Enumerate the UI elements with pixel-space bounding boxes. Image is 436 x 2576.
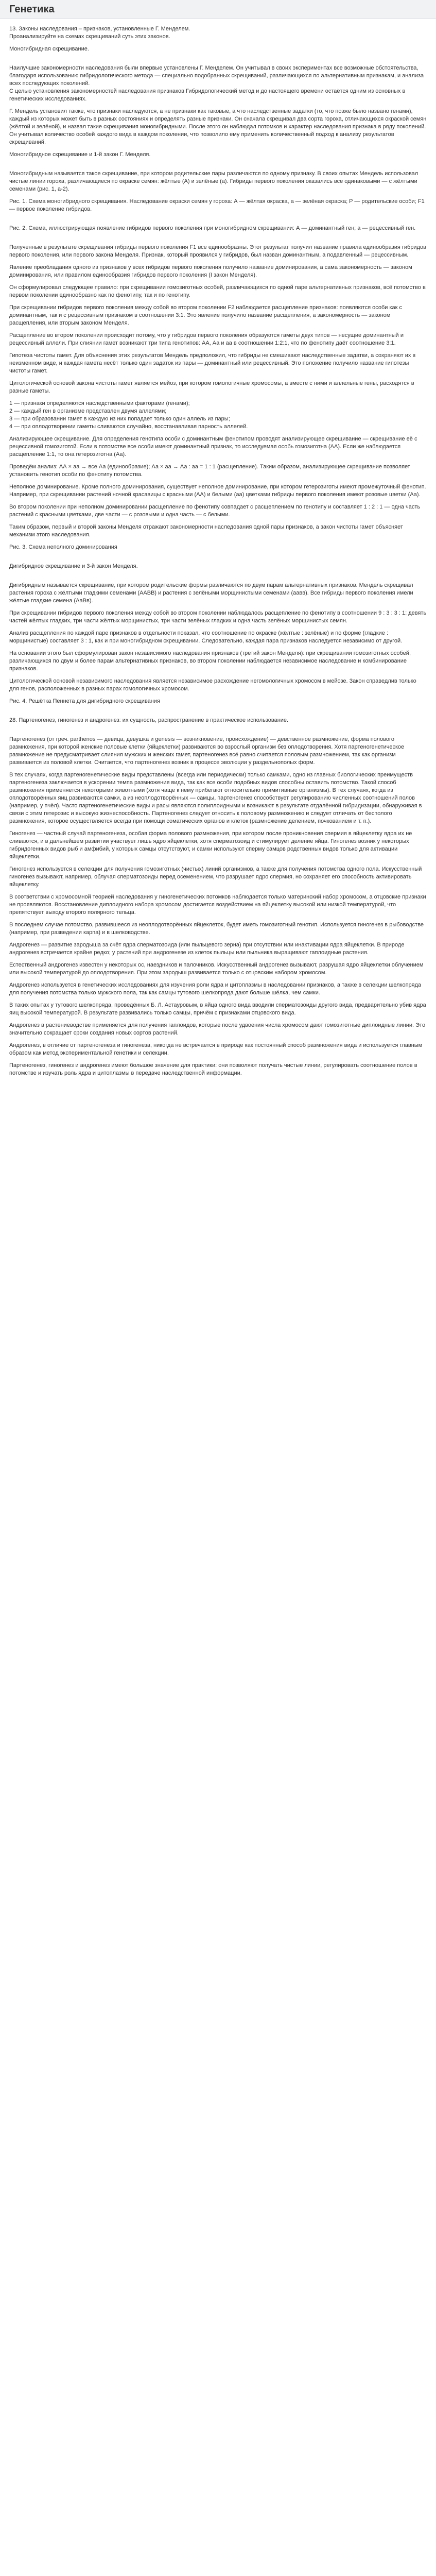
numbered-list: 1 — признаки определяются наследственными факторами (генами); 2 — каждый ген в организме представлен двумя аллелями; 3 — при образовании гамет в каждую из них попадает только один аллель из пары; 4 — при оплодотворении гаметы сливаются случайно, восстанавливая парность аллелей. [9, 400, 248, 430]
paragraph: Гипотеза чистоты гамет. Для объяснения этих результатов Мендель предположил, что гибриды не смешивают наследственные задатки, а сохраняют их в неизменном виде, и каждая гамета несёт только один задаток из пары — доминантный или рецессивный. Это положение получило название гипотезы чистоты гамет. [9, 352, 416, 374]
paragraph: Дигибридным называется скрещивание, при котором родительские формы различаются по двум парам альтернативных признаков. Мендель скрещивал растения гороха с жёлтыми гладкими семенами (ААВВ) и растения с зелёными морщинистыми семенами (аавв). Все гибриды первого поколения имели жёлтые гладкие семена (АаВв). [9, 582, 413, 604]
paragraph: Явление преобладания одного из признаков у всех гибридов первого поколения получило название доминирования, а сама закономерность — законом доминирования, или правилом единообразия гибридов первого поколения (I закон Менделя). [9, 264, 412, 278]
paragraph: Проведём анализ: АА × аа → все Аа (единообразие); Аа × аа → Аа : аа = 1 : 1 (расщепление). Таким образом, анализирующее скрещивание позволяет установить генотип особи по фенотипу потомства. [9, 464, 410, 478]
paragraph: Партеногенез (от греч. parthenos — девица, девушка и genesis — возникновение, происхождение) — девственное размножение, форма полового размножения, при которой женские половые клетки (яйцеклетки) развиваются во взрослый организм без оплодотворения. Хотя партеногенетическое размножение не предусматривает слияния мужских и женских гамет, партеногенез всё равно считается половым размножением, так как организм развивается из половой клетки. Считается, что партеногенез возник в процессе эволюции у раздельнополых форм. [9, 736, 405, 766]
question-heading: 28. Партеногенез, гиногенез и андрогенез: их сущность, распространение в практическое использование. [9, 717, 289, 723]
paragraph: Андрогенез в растениеводстве применяется для получения гаплоидов, которые после удвоения числа хромосом дают гомозиготные диплоидные линии. Это значительно сокращает сроки создания новых сортов растений. [9, 1022, 426, 1036]
paragraph: Наилучшие закономерности наследования были впервые установлены Г. Менделем. Он учитывал в своих экспериментах все возможные обстоятельства, благодаря использованию гибридологического метода — специально подобранных скрещиваний, различающихся по альтернативным признакам, и анализа всех последующих поколений. С целью установления закономерностей наследования признаков Гибридологический метод и до настоящего времени остаётся одним из основных в генетических исследованиях. [9, 65, 424, 102]
paragraph: В таких опытах у тутового шелкопряда, проведённых Б. Л. Астауровым, в яйца одного вида вводили сперматозоиды другого вида, предварительно убив ядра яиц высокой температурой. В результате развивались только самцы, причём с признаками отцовского вида. [9, 1002, 426, 1016]
paragraph: Андрогенез — развитие зародыша за счёт ядра сперматозоида (или пыльцевого зерна) при отсутствии или инактивации ядра яйцеклетки. В природе андрогенез встречается крайне редко; у растений при андрогенезе из клеток пыльцы или пыльника выращивают гаплоидные растения. [9, 942, 405, 956]
section-heading: Моногибридное скрещивание и 1-й закон Г. Менделя. [9, 151, 151, 158]
paragraph: Цитологической основой независимого наследования является независимое расхождение негомологичных хромосом в мейозе. Закон справедлив только для генов, расположенных в разных парах гомологичных хромосом. [9, 678, 416, 692]
paragraph: Естественный андрогенез известен у некоторых ос, наездников и палочников. Искусственный андрогенез вызывают, разрушая ядро яйцеклетки облучением или высокой температурой до оплодотворения. При этом зародыш развивается только с отцовским набором хромосом. [9, 962, 424, 976]
paragraph: Гиногенез — частный случай партеногенеза, особая форма полового размножения, при котором после проникновения спермия в яйцеклетку ядра их не сливаются, и в дальнейшем развитии участвует лишь ядро яйцеклетки, хотя сперматозоид и стимулирует деление яйца. Гиногенез возник у некоторых гибридогенных видов рыб и амфибий, у которых самцы отсутствуют, и самки используют сперму самцов родственных видов только для активации яйцеклетки. [9, 831, 412, 860]
paragraph: Полученные в результате скрещивания гибриды первого поколения F1 все единообразны. Этот результат получил название правила единообразия гибридов первого поколения, или первого закона Менделя. Признак, который проявился у гибридов, был назван доминантным, а подавленный — рецессивным. [9, 244, 426, 258]
paragraph: Анализирующее скрещивание. Для определения генотипа особи с доминантным фенотипом проводят анализирующее скрещивание — скрещивание её с рецессивной гомозиготой. Если в потомстве все особи имеют доминантный признак, то исследуемая особь гомозиготна (АА). Если же наблюдается расщепление 1:1, то она гетерозиготна (Аа). [9, 436, 417, 457]
paragraph: Г. Мендель установил также, что признаки наследуются, а не признаки как таковые, а что наследственные задатки (то, что позже было названо генами), каждый из которых может быть в разных состояниях и определять разные признаки. Он сначала скрещивал два сорта гороха, отличающихся окраской семян (жёлтой и зелёной), и назвал такие скрещивания моногибридными. После этого он наблюдал потомков и характер наследования признака в ряду поколений. Он учитывал количество особей каждого вида в каждом поколении, что позволило ему применить количественный подход к анализу результатов скрещиваний. [9, 108, 427, 145]
paragraph: В последнем случае потомство, развившееся из неоплодотворённых яйцеклеток, будет иметь гомозиготный генотип. Используется гиногенез в рыбоводстве (например, при разведении карпа) и в шелководстве. [9, 922, 424, 936]
paragraph: На основании этого был сформулирован закон независимого наследования признаков (третий закон Менделя): при скрещивании гомозиготных особей, различающихся по двум и более парам альтернативных признаков, во втором поколении наблюдается независимое наследование и комбинирование признаков. [9, 650, 411, 672]
paragraph: Партеногенез, гиногенез и андрогенез имеют большое значение для практики: они позволяют получать чистые линии, регулировать соотношение полов в потомстве и изучать роль ядра и цитоплазмы в передаче наследственной информации. [9, 1062, 417, 1076]
page-header [0, 0, 436, 19]
figure-caption: Рис. 3. Схема неполного доминирования [9, 544, 117, 550]
question-heading: 13. Законы наследования – признаков, установленные Г. Менделем. Проанализируйте на схемах скрещиваний суть этих законов. [9, 26, 190, 40]
page-title: Генетика [9, 3, 55, 15]
paragraph: Гиногенез используется в селекции для получения гомозиготных (чистых) линий организмов, а также для получения потомства одного пола. Искусственный гиногенез вызывают, например, облучая сперматозоиды перед осеменением, что разрушает ядро спермия, но сохраняет его способность активировать яйцеклетку. [9, 866, 422, 888]
paragraph: Цитологической основой закона чистоты гамет является мейоз, при котором гомологичные хромосомы, а вместе с ними и аллельные гены, расходятся в разные гаметы. [9, 380, 414, 394]
paragraph: Расщепление во втором поколении происходит потому, что у гибридов первого поколения образуются гаметы двух типов — несущие доминантный и рецессивный аллели. При слиянии гамет возникают три типа генотипов: АА, Аа и аа в соотношении 1:2:1, что по фенотипу даёт соотношение 3:1. [9, 332, 404, 346]
paragraph: В соответствии с хромосомной теорией наследования у гиногенетических потомков наблюдается только материнский набор хромосом, а отцовские признаки не проявляются. Восстановление диплоидного набора хромосом достигается воздействием на яйцеклетку высокой или низкой температурой, что препятствует выходу второго полярного тельца. [9, 894, 426, 916]
paragraph: Анализ расщепления по каждой паре признаков в отдельности показал, что соотношение по окраске (жёлтые : зелёные) и по форме (гладкие : морщинистые) составляет 3 : 1, как и при моногибридном скрещивании. Следовательно, каждая пара признаков наследуется независимо от другой. [9, 630, 403, 644]
paragraph: Таким образом, первый и второй законы Менделя отражают закономерности наследования одной пары признаков, а закон чистоты гамет объясняет механизм этого наследования. [9, 524, 403, 538]
paragraph: При скрещивании гибридов первого поколения между собой во втором поколении наблюдалось расщепление по фенотипу в соотношении 9 : 3 : 3 : 1: девять частей жёлтых гладких, три части жёлтых морщинистых, три части зелёных гладких и одна часть зелёных морщинистых семян. [9, 610, 427, 624]
figure-caption: Рис. 2. Схема, иллюстрирующая появление гибридов первого поколения при моногибридном скрещивании: А — доминантный ген; а — рецессивный ген. [9, 225, 416, 231]
paragraph: Моногибридным называется такое скрещивание, при котором родительские пары различаются по одному признаку. В своих опытах Мендель использовал чистые линии гороха, различающиеся по окраске семян: жёлтые (А) и зелёные (а). Гибриды первого поколения оказались все одинаковыми — с жёлтыми семенами (рис. 1, а-2). [9, 171, 418, 192]
figure-caption: Рис. 4. Решётка Пеннета для дигибридного скрещивания [9, 698, 160, 704]
paragraph: Неполное доминирование. Кроме полного доминирования, существует неполное доминирование, при котором гетерозиготы имеют промежуточный фенотип. Например, при скрещивании растений ночной красавицы с красными (АА) и белыми (аа) цветками гибриды первого поколения имеют розовые цветки (Аа). [9, 484, 426, 498]
figure-caption: Рис. 1. Схема моногибридного скрещивания. Наследование окраски семян у гороха: А — жёлтая окраска, а — зелёная окраска; P — родительские особи; F1 — первое поколение гибридов. [9, 198, 425, 212]
paragraph: Он сформулировал следующее правило: при скрещивании гомозиготных особей, различающихся по одной паре альтернативных признаков, всё потомство в первом поколении единообразно как по фенотипу, так и по генотипу. [9, 284, 426, 298]
paragraph: Андрогенез, в отличие от партеногенеза и гиногенеза, никогда не встречается в природе как постоянный способ размножения вида и используется главным образом как метод экспериментальной генетики и селекции. [9, 1042, 423, 1056]
paragraph: В тех случаях, когда партеногенетические виды представлены (всегда или периодически) только самками, одно из главных биологических преимуществ партеногенеза заключается в ускорении темпа размножения вида, так как все особи подобных видов способны оставить потомство. Такой способ размножения применяется некоторыми животными (хотя чаще к нему прибегают относительно примитивные организмы). В тех случаях, когда из оплодотворённых яиц развиваются самки, а из неоплодотворённых — самцы, партеногенез способствует регулированию численных соотношений полов (например, у пчёл). Часто партеногенетические виды и расы являются полиплоидными и возникают в результате отдалённой гибридизации, обнаруживая в связи с этим гетерозис и высокую жизнеспособность. Партеногенез следует относить к половому размножению и следует отличать от бесполого размножения, которое осуществляется всегда при помощи соматических органов и клеток (размножение делением, почкованием и т. п.). [9, 772, 422, 824]
section-heading: Дигибридное скрещивание и 3-й закон Менделя. [9, 563, 138, 569]
paragraph: Андрогенез используется в генетических исследованиях для изучения роли ядра и цитоплазмы в наследовании признаков, а также в селекции шелкопряда для получения потомства только мужского пола, так как самцы тутового шелкопряда дают больше шёлка, чем самки. [9, 982, 422, 996]
paragraph: Во втором поколении при неполном доминировании расщепление по фенотипу совпадает с расщеплением по генотипу и составляет 1 : 2 : 1 — одна часть растений с красными цветками, две части — с розовыми и одна часть — с белыми. [9, 504, 421, 518]
paragraph: При скрещивании гибридов первого поколения между собой во втором поколении F2 наблюдается расщепление признаков: появляются особи как с доминантным, так и с рецессивным признаком в соотношении 3:1. Это явление получило название расщепления, а закономерность — законом расщепления, или вторым законом Менделя. [9, 304, 402, 326]
section-heading: Моногибридная скрещивание. [9, 46, 89, 52]
document-content [0, 19, 436, 1094]
